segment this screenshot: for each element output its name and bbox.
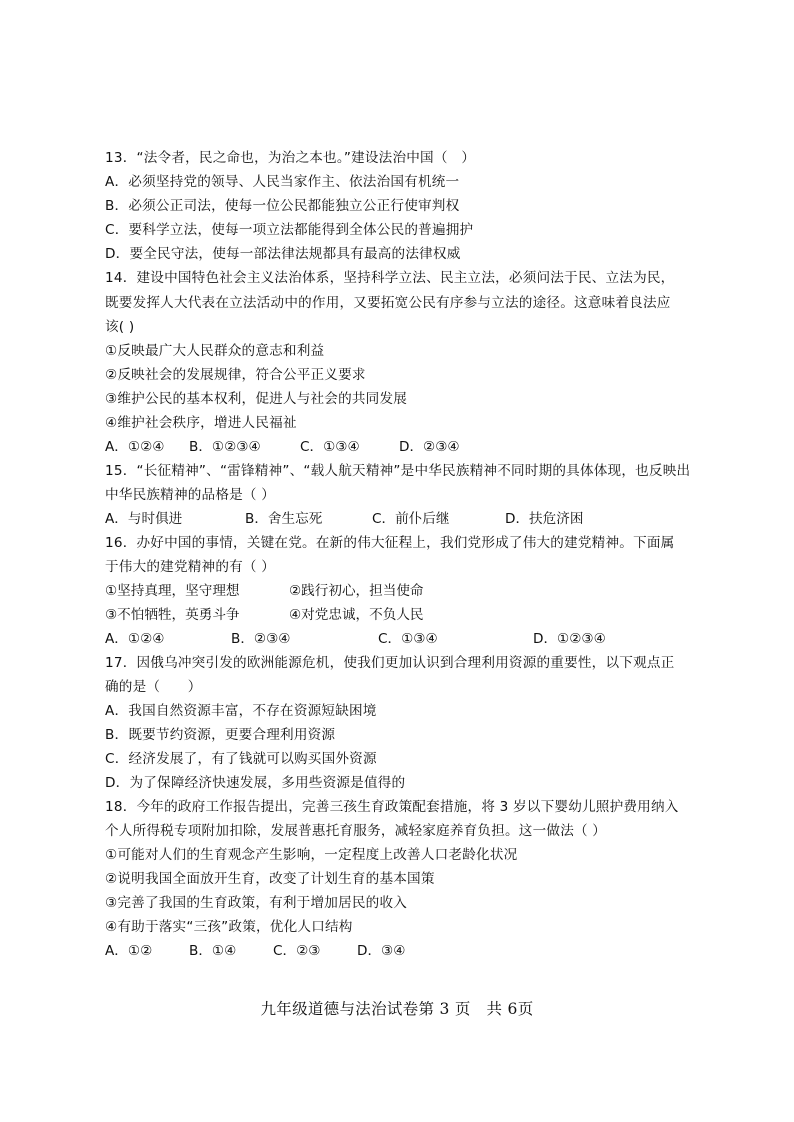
q14-item: ③维护公民的基本权利，促进人与社会的共同发展: [105, 391, 408, 407]
q18-item: ④有助于落实“三孩”政策，优化人口结构: [105, 919, 353, 935]
q14-stem-line: 既要发挥人大代表在立法活动中的作用，又要拓宽公民有序参与立法的途径。这意味着良法应: [105, 295, 671, 311]
q14-item: ②反映社会的发展规律，符合公平正义要求: [105, 367, 366, 383]
q15-choice-b: B．舍生忘死: [245, 511, 323, 527]
q17-stem-line: 17．因俄乌冲突引发的欧洲能源危机，使我们更加认识到合理利用资源的重要性，以下观点正: [105, 655, 675, 671]
q18-item: ②说明我国全面放开生育，改变了计划生育的基本国策: [105, 871, 435, 887]
q14-choice-d: D．②③④: [399, 439, 460, 455]
q18-stem-line: 18．今年的政府工作报告提出，完善三孩生育政策配套措施，将 3 岁以下婴幼儿照护费用纳入: [105, 799, 679, 815]
q16-choice-a: A．①②④: [105, 631, 165, 647]
q18-item: ③完善了我国的生育政策，有利于增加居民的收入: [105, 895, 408, 911]
q14-choice-b: B．①②③④: [189, 439, 261, 455]
q17-option-b: B．既要节约资源，更要合理利用资源: [105, 727, 336, 743]
q13-stem: 13．“法令者，民之命也，为治之本也。”建设法治中国（ ）: [105, 150, 476, 166]
q15-choice-d: D．扶危济困: [505, 511, 584, 527]
q16-stem-line: 于伟大的建党精神的有（ ）: [105, 559, 276, 575]
q18-choice-a: A．①②: [105, 943, 153, 959]
q18-choice-c: C．②③: [273, 943, 321, 959]
q16-choice-b: B．②③④: [231, 631, 291, 647]
q16-choice-c: C．①③④: [378, 631, 438, 647]
q18-choice-d: D．③④: [357, 943, 406, 959]
q17-stem-line: 确的是（ ）: [105, 679, 202, 695]
q18-item: ①可能对人们的生育观念产生影响，一定程度上改善人口老龄化状况: [105, 847, 518, 863]
q17-option-a: A．我国自然资源丰富，不存在资源短缺困境: [105, 703, 377, 719]
q15-stem-line: 15．“长征精神”、“雷锋精神”、“载人航天精神”是中华民族精神不同时期的具体体现，也反映出: [105, 463, 691, 479]
q15-choice-a: A．与时俱进: [105, 511, 183, 527]
q16-stem-line: 16．办好中国的事情，关键在党。在新的伟大征程上，我们党形成了伟大的建党精神。下面属: [105, 535, 675, 551]
q13-option-b: B．必须公正司法，使每一位公民都能独立公正行使审判权: [105, 198, 460, 214]
q14-choice-a: A．①②④: [105, 439, 165, 455]
q16-item: ①坚持真理，坚守理想: [105, 583, 240, 599]
q18-stem-line: 个人所得税专项附加扣除，发展普惠托育服务，减轻家庭养育负担。这一做法（ ）: [105, 823, 607, 839]
q16-item: ②践行初心，担当使命: [289, 583, 424, 599]
q14-item: ①反映最广大人民群众的意志和利益: [105, 343, 325, 359]
q17-option-c: C．经济发展了，有了钱就可以购买国外资源: [105, 751, 377, 767]
q13-option-a: A．必须坚持党的领导、人民当家作主、依法治国有机统一: [105, 174, 460, 190]
q16-item: ④对党忠诚，不负人民: [289, 607, 424, 623]
q18-choice-b: B．①④: [189, 943, 237, 959]
q14-stem-line: 该( ): [105, 319, 135, 335]
q13-option-c: C．要科学立法，使每一项立法都能得到全体公民的普遍拥护: [105, 222, 474, 238]
q14-item: ④维护社会秩序，增进人民福祉: [105, 415, 297, 431]
q13-option-d: D．要全民守法，使每一部法律法规都具有最高的法律权威: [105, 246, 461, 262]
q17-option-d: D．为了保障经济快速发展，多用些资源是值得的: [105, 775, 406, 791]
q14-choice-c: C．①③④: [300, 439, 360, 455]
q15-choice-c: C．前仆后继: [372, 511, 450, 527]
q16-choice-d: D．①②③④: [533, 631, 606, 647]
q15-stem-line: 中华民族精神的品格是（ ）: [105, 487, 276, 503]
page-footer: 九年级道德与法治试卷第 3 页 共 6页: [260, 1000, 534, 1018]
q14-stem-line: 14．建设中国特色社会主义法治体系，坚持科学立法、民主立法，必须问法于民、立法为民，: [105, 270, 675, 286]
q16-item: ③不怕牺牲，英勇斗争: [105, 607, 240, 623]
